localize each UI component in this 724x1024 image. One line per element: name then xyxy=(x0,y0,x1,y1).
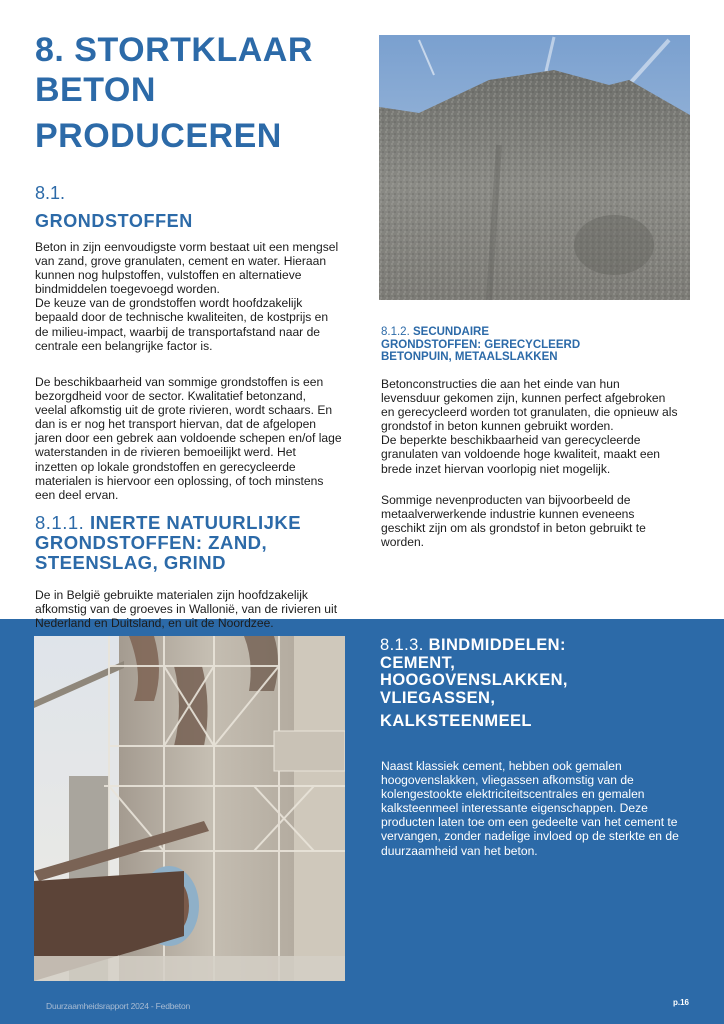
heading-line: VLIEGASSEN, xyxy=(380,688,496,707)
section-8-1-2-number: 8.1.2. xyxy=(381,326,410,338)
text-line: veelal afkomstig uit de grote rivieren, wordt schaars. En xyxy=(35,403,333,418)
title-line-2: BETON xyxy=(35,71,156,109)
text-line: bepaald door de technische kwaliteiten, de kostprijs en xyxy=(35,310,329,325)
heading-line: GRONDSTOFFEN: GERECYCLEERD xyxy=(381,338,581,351)
text-line: brede inzet hiervan voorlopig niet mogelijk. xyxy=(381,461,611,476)
text-line: kolengestookte elektriciteitscentrales en gemalen xyxy=(381,787,645,802)
text-line: en gerecycleerd worden tot granulaten, die opnieuw als xyxy=(381,405,678,420)
section-8-1-1-number: 8.1.1. xyxy=(35,512,85,533)
text-line: granulaten van voldoende hoge kwaliteit, maakt een xyxy=(381,447,661,462)
text-line: centrale een belangrijke factor is. xyxy=(35,338,213,353)
title-line-1: 8. STORTKLAAR xyxy=(35,31,313,69)
text-line: De beschikbaarheid van sommige grondstoffen is een xyxy=(35,375,324,389)
heading-line: BETONPUIN, METAALSLAKKEN xyxy=(381,351,558,363)
text-line: Beton in zijn eenvoudigste vorm bestaat uit een mengsel xyxy=(35,240,339,254)
text-line: afkomstig van de groeves in Wallonië, van de rivieren uit xyxy=(35,602,338,617)
text-line: bezorgdheid voor de sector. Kwalitatief betonzand, xyxy=(35,389,306,404)
heading-line: SECUNDAIRE xyxy=(412,326,490,338)
heading-line: HOOGOVENSLAKKEN, xyxy=(380,671,568,689)
section-8-1-1-paragraph xyxy=(35,588,365,630)
text-line: De in België gebruikte materialen zijn hoofdzakelijk xyxy=(35,588,308,602)
text-line: Betonconstructies die aan het einde van hun xyxy=(381,377,620,391)
section-8-1-title: GRONDSTOFFEN xyxy=(35,211,193,231)
section-8-1-3-number: 8.1.3. xyxy=(380,636,424,654)
section-8-1-1-heading xyxy=(35,513,365,573)
text-line: geschikt zijn om als grondstof in beton gebruikt te xyxy=(381,521,646,536)
text-line: bindmiddelen toegevoegd worden. xyxy=(35,282,220,297)
text-line: materialen is hiervoor een oplossing, of toch minstens xyxy=(35,473,324,488)
section-8-1-2-paragraph-1 xyxy=(381,377,701,476)
text-line: Nederland en Duitsland, en uit de Noordzee. xyxy=(35,616,274,631)
section-8-1-2-heading xyxy=(381,326,701,364)
text-line: waterstanden in de rivieren bemoeilijkt werd. Het xyxy=(35,445,296,460)
footer-report-title: Duurzaamheidsrapport 2024 - Fedbeton xyxy=(46,1001,191,1011)
section-8-1-paragraph-2 xyxy=(35,375,365,502)
text-line: duurzaamheid van het beton. xyxy=(381,843,538,858)
section-8-1-3-paragraph xyxy=(381,759,711,858)
title-line-3: PRODUCEREN xyxy=(35,117,282,155)
cement-plant-photo xyxy=(34,636,345,981)
text-line: kalksteenmeel interessante eigenschappen. Deze xyxy=(381,801,648,816)
heading-line: BINDMIDDELEN: xyxy=(428,636,566,654)
text-line: hoogovenslakken, vliegassen afkomstig van de xyxy=(381,773,634,788)
page-title xyxy=(35,30,365,156)
text-line: levensduur gekomen zijn, kunnen perfect afgebroken xyxy=(381,391,666,406)
text-line: vervangen, zonder nadelige invloed op de sterkte en de xyxy=(381,829,679,844)
text-line: metaalverwerkende industrie kunnen eveneens xyxy=(381,507,635,522)
text-line: producten laten toe om een gedeelte van het cement te xyxy=(381,815,678,830)
text-line: van zand, grove granulaten, cement en water. Hieraan xyxy=(35,254,327,269)
section-8-1-3-heading xyxy=(380,637,710,731)
text-line: grondstof in beton kunnen gebruikt worden. xyxy=(381,419,614,434)
page-number: p.16 xyxy=(673,998,690,1007)
heading-line: STEENSLAG, GRIND xyxy=(35,552,226,573)
heading-line: GRONDSTOFFEN: ZAND, xyxy=(35,532,268,553)
text-line: Sommige nevenproducten van bijvoorbeeld de xyxy=(381,493,631,507)
text-line: Naast klassiek cement, hebben ook gemalen xyxy=(381,759,622,773)
text-line: inzetten op lokale grondstoffen en gerecycleerde xyxy=(35,459,296,474)
section-8-1-paragraph-1 xyxy=(35,240,365,353)
text-line: jaren door een gebrek aan voldoende schepen en/of lage xyxy=(35,431,342,446)
text-line: een deel ervan. xyxy=(35,487,119,502)
section-8-1-2-paragraph-2 xyxy=(381,493,701,549)
text-line: worden. xyxy=(381,535,425,550)
heading-line: INERTE NATUURLIJKE xyxy=(89,512,302,533)
section-8-1-number: 8.1. xyxy=(35,183,66,203)
text-line: dan is er nog het transport hiervan, dat de afgelopen xyxy=(35,417,317,432)
text-line: kunnen nog hulpstoffen, vulstoffen en alternatieve xyxy=(35,268,302,283)
gravel-stockpile-photo xyxy=(379,35,690,300)
heading-line: KALKSTEENMEEL xyxy=(380,712,532,730)
text-line: de milieu-impact, waarbij de transportafstand naar de xyxy=(35,324,321,339)
text-line: De beperkte beschikbaarheid van gerecycleerde xyxy=(381,433,641,448)
heading-line: CEMENT, xyxy=(380,653,456,672)
text-line: De keuze van de grondstoffen wordt hoofdzakelijk xyxy=(35,296,303,311)
